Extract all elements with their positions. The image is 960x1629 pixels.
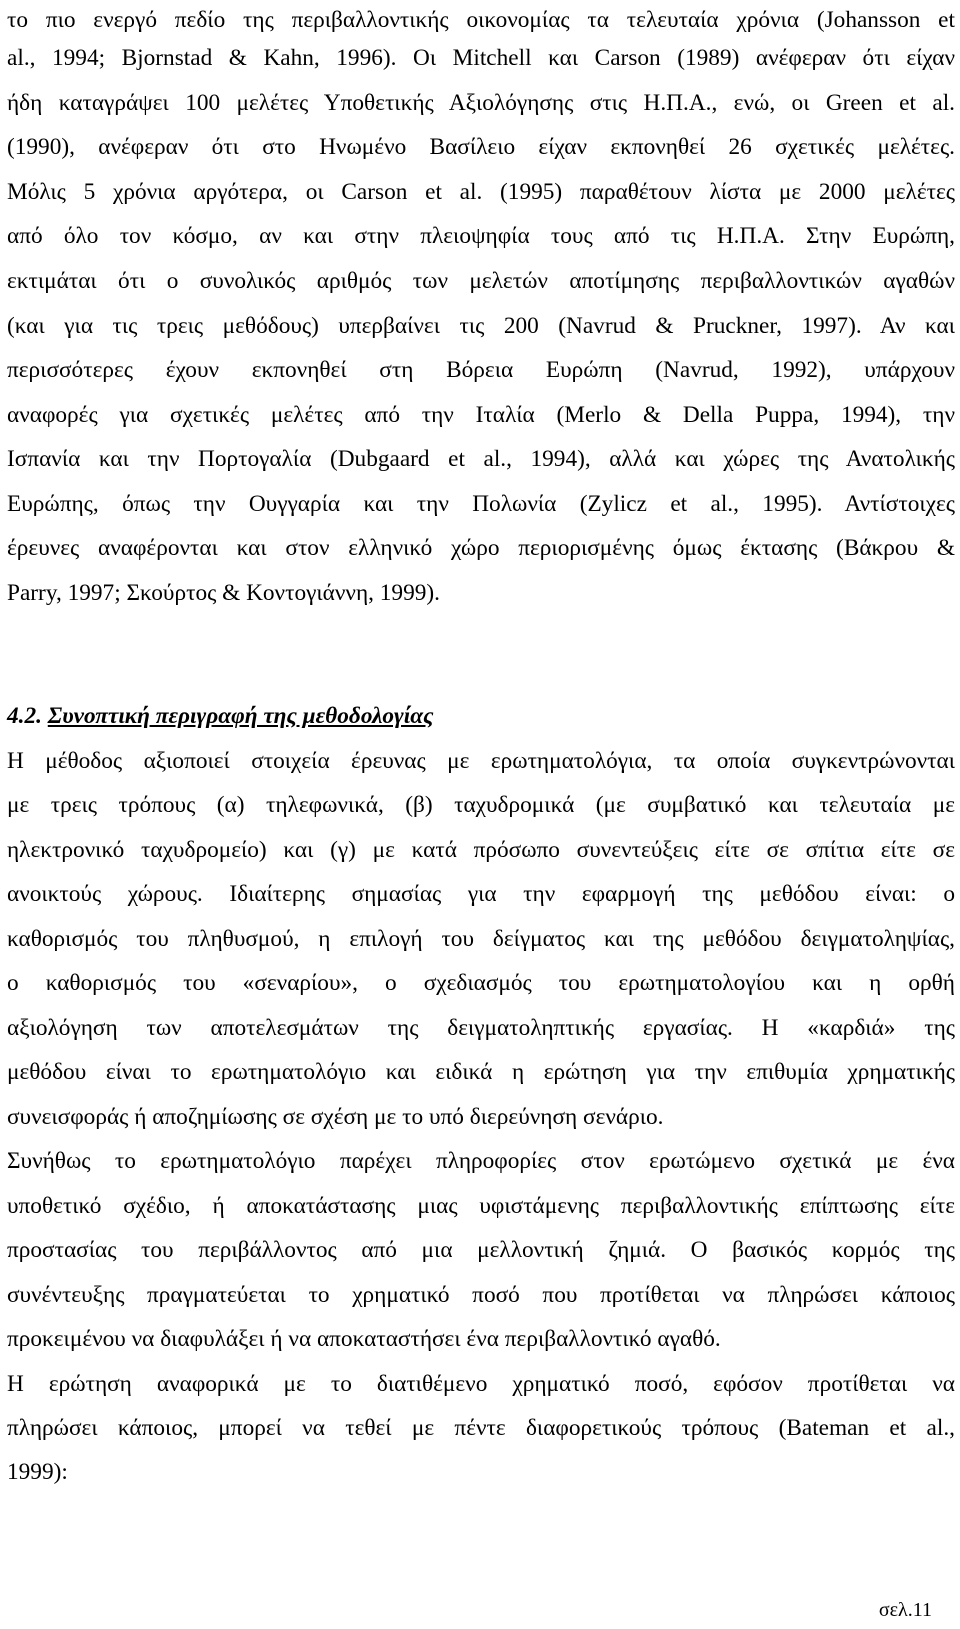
text-line: Parry, 1997; Σκούρτος & Κοντογιάννη, 1999). bbox=[7, 580, 440, 606]
text-line: εκτιμάται ότι ο συνολικός αριθμός των μελετών αποτίμησης περιβαλλοντικών αγαθών bbox=[7, 268, 955, 294]
text-line: υποθετικό σχέδιο, ή αποκατάστασης μιας υφιστάμενης περιβαλλοντικής επίπτωσης είτε bbox=[7, 1193, 955, 1219]
text-line: ήδη καταγράψει 100 μελέτες Υποθετικής Αξιολόγησης στις Η.Π.Α., ενώ, οι Green et al. bbox=[7, 90, 955, 116]
text-line: 1999): bbox=[7, 1459, 68, 1485]
text-line: Ευρώπης, όπως την Ουγγαρία και την Πολωνία (Zylicz et al., 1995). Αντίστοιχες bbox=[7, 491, 955, 517]
text-line: έρευνες αναφέρονται και στον ελληνικό χώρο περιορισμένης όμως έκτασης (Βάκρου & bbox=[7, 535, 955, 561]
text-line: ηλεκτρονικό ταχυδρομείο) και (γ) με κατά πρόσωπο συνεντεύξεις είτε σε σπίτια είτε σε bbox=[7, 837, 955, 863]
page-number: σελ.11 bbox=[878, 1599, 932, 1621]
text-line: από όλο τον κόσμο, αν και στην πλειοψηφία τους από τις Η.Π.Α. Στην Ευρώπη, bbox=[7, 223, 955, 249]
section-heading bbox=[7, 696, 434, 736]
text-line: ανοικτούς χώρους. Ιδιαίτερης σημασίας για την εφαρμογή της μεθόδου είναι: ο bbox=[7, 881, 955, 907]
text-line: συνέντευξης πραγματεύεται το χρηματικό ποσό που προτίθεται να πληρώσει κάποιος bbox=[7, 1282, 955, 1308]
text-line: (και για τις τρεις μεθόδους) υπερβαίνει τις 200 (Navrud & Pruckner, 1997). Αν και bbox=[7, 313, 955, 339]
text-line: Ισπανία και την Πορτογαλία (Dubgaard et al., 1994), αλλά και χώρες της Ανατολικής bbox=[7, 446, 955, 472]
section-number: 4.2. bbox=[7, 703, 42, 729]
text-line: προστασίας του περιβάλλοντος από μια μελλοντική ζημιά. Ο βασικός κορμός της bbox=[7, 1237, 955, 1263]
text-line: Μόλις 5 χρόνια αργότερα, οι Carson et al. (1995) παραθέτουν λίστα με 2000 μελέτες bbox=[7, 179, 955, 205]
text-line: με τρεις τρόπους (α) τηλεφωνικά, (β) ταχυδρομικά (με συμβατικό και τελευταία με bbox=[7, 792, 955, 818]
text-line: Η μέθοδος αξιοποιεί στοιχεία έρευνας με ερωτηματολόγια, τα οποία συγκεντρώνονται bbox=[7, 748, 955, 774]
section-title: Συνοπτική περιγραφή της μεθοδολογίας bbox=[47, 703, 434, 729]
text-line: (1990), ανέφεραν ότι στο Ηνωμένο Βασίλειο είχαν εκπονηθεί 26 σχετικές μελέτες. bbox=[7, 134, 955, 160]
text-line: πληρώσει κάποιος, μπορεί να τεθεί με πέντε διαφορετικούς τρόπους (Bateman et al., bbox=[7, 1415, 955, 1441]
text-line: al., 1994; Bjornstad & Kahn, 1996). Οι Mitchell και Carson (1989) ανέφεραν ότι είχαν bbox=[7, 45, 955, 71]
text-line: Η ερώτηση αναφορικά με το διατιθέμενο χρηματικό ποσό, εφόσον προτίθεται να bbox=[7, 1371, 955, 1397]
text-line: καθορισμός του πληθυσμού, η επιλογή του δείγματος και της μεθόδου δειγματοληψίας, bbox=[7, 926, 955, 952]
text-line: συνεισφοράς ή αποζημίωσης σε σχέση με το υπό διερεύνηση σενάριο. bbox=[7, 1104, 664, 1130]
text-line: αναφορές για σχετικές μελέτες από την Ιταλία (Merlo & Della Puppa, 1994), την bbox=[7, 402, 955, 428]
text-line: αξιολόγηση των αποτελεσμάτων της δειγματοληπτικής εργασίας. Η «καρδιά» της bbox=[7, 1015, 955, 1041]
text-line: ο καθορισμός του «σεναρίου», ο σχεδιασμός του ερωτηματολογίου και η ορθή bbox=[7, 970, 955, 996]
text-line: μεθόδου είναι το ερωτηματολόγιο και ειδικά η ερώτηση για την επιθυμία χρηματικής bbox=[7, 1059, 955, 1085]
text-line: περισσότερες έχουν εκπονηθεί στη Βόρεια Ευρώπη (Navrud, 1992), υπάρχουν bbox=[7, 357, 955, 383]
text-line: το πιο ενεργό πεδίο της περιβαλλοντικής οικονομίας τα τελευταία χρόνια (Johansson et bbox=[7, 7, 955, 33]
text-line: προκειμένου να διαφυλάξει ή να αποκαταστήσει ένα περιβαλλοντικό αγαθό. bbox=[7, 1326, 721, 1352]
text-line: Συνήθως το ερωτηματολόγιο παρέχει πληροφορίες στον ερωτώμενο σχετικά με ένα bbox=[7, 1148, 955, 1174]
